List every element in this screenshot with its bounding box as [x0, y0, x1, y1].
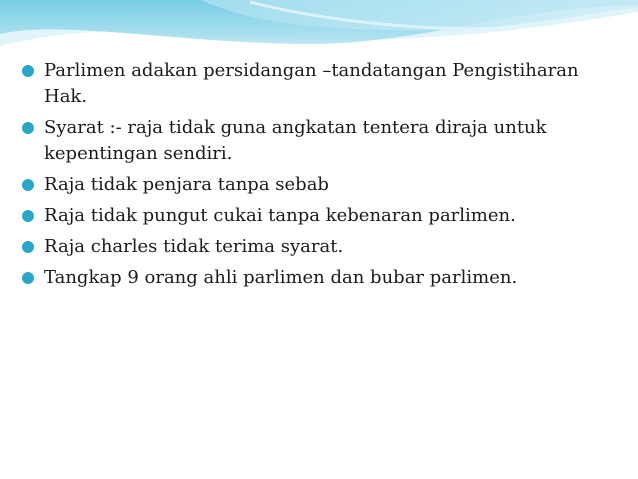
bullet-item [14, 58, 614, 110]
bullet-item [14, 172, 614, 198]
bullet-text: Tangkap 9 orang ahli parlimen dan bubar parlimen. [44, 267, 518, 288]
bullet-list [14, 58, 614, 296]
bullet-icon [22, 241, 34, 253]
bullet-icon [22, 65, 34, 77]
bullet-item [14, 265, 614, 291]
bullet-icon [22, 210, 34, 222]
bullet-text: Raja tidak pungut cukai tanpa kebenaran parlimen. [44, 205, 516, 226]
bullet-item [14, 203, 614, 229]
bullet-icon [22, 272, 34, 284]
bullet-item [14, 234, 614, 260]
bullet-text: Parlimen adakan persidangan –tandatangan Pengistiharan Hak. [44, 60, 579, 107]
bullet-text: Raja charles tidak terima syarat. [44, 236, 344, 257]
bullet-icon [22, 179, 34, 191]
bullet-text: Syarat :- raja tidak guna angkatan tentera diraja untuk kepentingan sendiri. [44, 117, 547, 164]
bullet-item [14, 115, 614, 167]
bullet-icon [22, 122, 34, 134]
bullet-text: Raja tidak penjara tanpa sebab [44, 174, 329, 195]
